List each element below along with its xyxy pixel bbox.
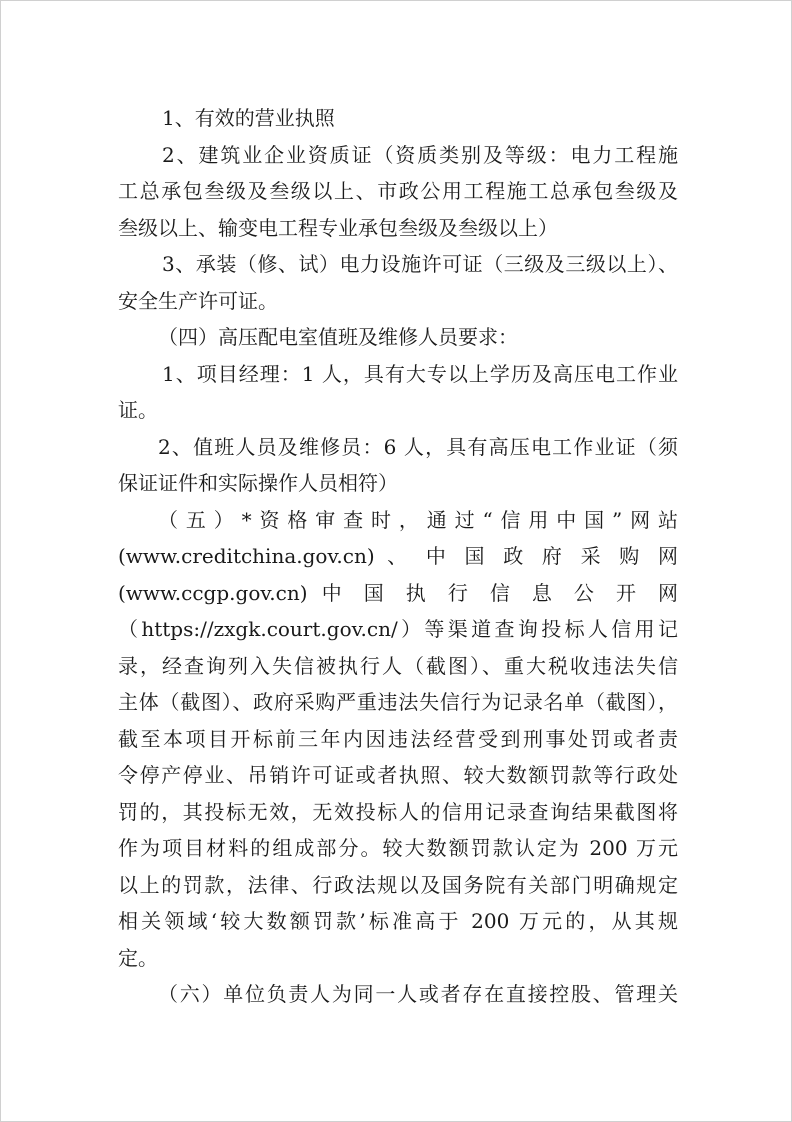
- text-line: (www.ccgp.gov.cn) 中 国 执 行 信 息 公 开 网: [118, 580, 678, 605]
- text-line: (www.creditchina.gov.cn) 、 中 国 政 府 采 购 网: [118, 544, 678, 568]
- text-line: （五）*资格审查时，通过“信用中国”网站: [158, 507, 678, 532]
- text-line: 1、项目经理：1 人，具有大专以上学历及高压电工作业: [162, 361, 678, 386]
- text-line: 录，经查询列入失信被执行人（截图）、重大税收违法失信: [118, 653, 678, 678]
- text-line: 2、建筑业企业资质证（资质类别及等级：电力工程施: [162, 142, 678, 167]
- document-body: [118, 100, 678, 1013]
- text-line: （四）高压配电室值班及维修人员要求：: [158, 325, 518, 349]
- text-line: 证。: [118, 398, 158, 422]
- text-line: 截至本项目开标前三年内因违法经营受到刑事处罚或者责: [118, 726, 678, 751]
- text-line: 定。: [118, 945, 158, 970]
- text-line: （六）单位负责人为同一人或者存在直接控股、管理关: [158, 982, 678, 1006]
- text-line: 3、承装（修、试）电力设施许可证（三级及三级以上）、: [162, 252, 678, 276]
- text-line: 主体（截图）、政府采购严重违法失信行为记录名单（截图），: [118, 690, 678, 714]
- text-line: 相关领域‘较大数额罚款’标准高于 200 万元的，从其规: [118, 909, 678, 933]
- text-line: 2、值班人员及维修员：6 人，具有高压电工作业证（须: [158, 434, 678, 459]
- text-line: 罚的，其投标无效，无效投标人的信用记录查询结果截图将: [118, 799, 678, 824]
- text-line: 安全生产许可证。: [118, 288, 278, 313]
- text-line: （https://zxgk.court.gov.cn/）等渠道查询投标人信用记: [118, 617, 678, 641]
- text-line: 作为项目材料的组成部分。较大数额罚款认定为 200 万元: [118, 836, 678, 860]
- text-line: 以上的罚款，法律、行政法规以及国务院有关部门明确规定: [118, 872, 678, 897]
- text-line: 叁级以上、输变电工程专业承包叁级及叁级以上）: [118, 215, 558, 240]
- text-line: 保证证件和实际操作人员相符）: [118, 471, 398, 495]
- text-line: 工总承包叁级及叁级以上、市政公用工程施工总承包叁级及: [118, 179, 678, 203]
- text-line: 1、有效的营业执照: [162, 106, 335, 130]
- text-line: 令停产停业、吊销许可证或者执照、较大数额罚款等行政处: [118, 763, 678, 787]
